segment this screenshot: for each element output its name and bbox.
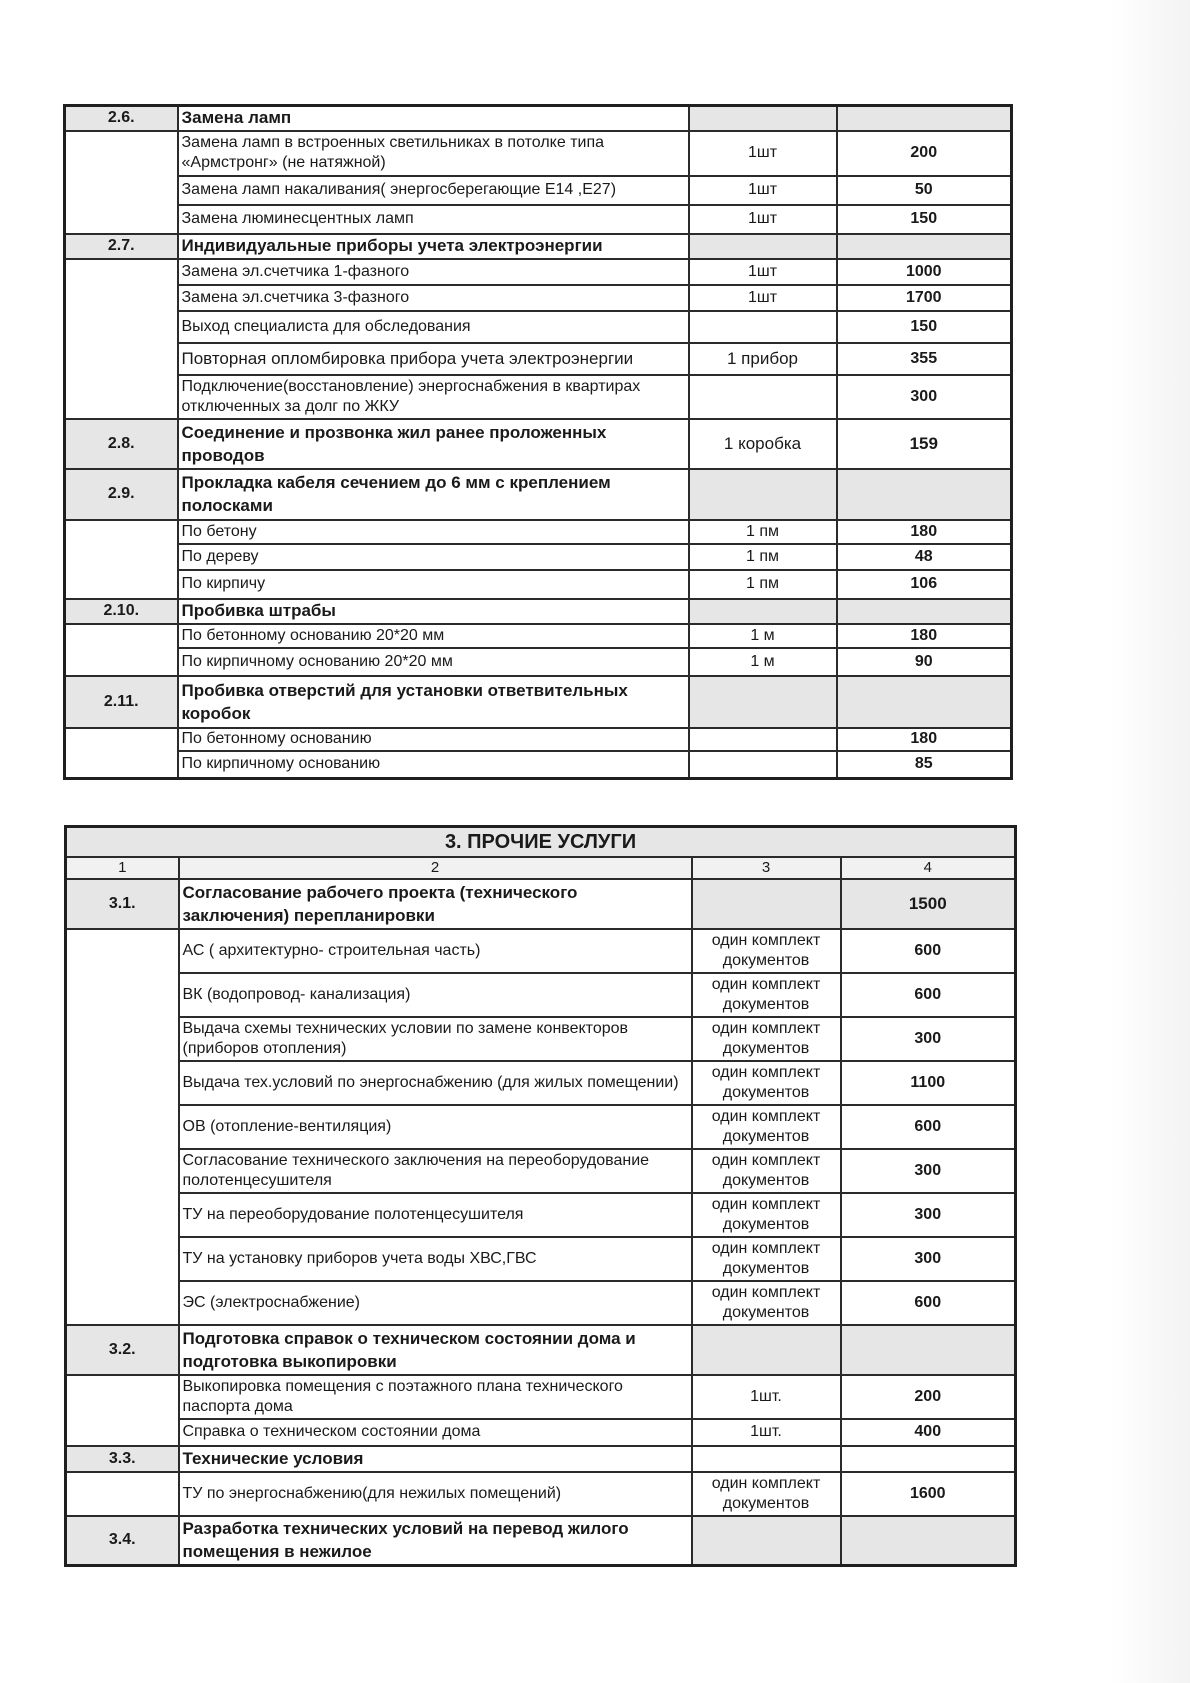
table-row <box>66 973 1016 1017</box>
table-row <box>65 624 1012 648</box>
item-price: 1000 <box>837 259 1012 285</box>
column-number: 4 <box>841 857 1016 879</box>
group-row <box>65 234 1012 259</box>
empty-cell <box>689 676 837 728</box>
item-unit: 1шт <box>689 285 837 311</box>
item-unit <box>689 751 837 779</box>
table-row <box>66 1061 1016 1105</box>
item-unit: 1шт. <box>692 1375 841 1419</box>
table-row <box>65 343 1012 375</box>
item-name: ТУ на переоборудование полотенцесушителя <box>179 1193 692 1237</box>
item-name: Замена эл.счетчика 3-фазного <box>178 285 689 311</box>
item-unit: один комплект документов <box>692 1281 841 1325</box>
empty-cell <box>841 1516 1016 1566</box>
item-unit: 1 пм <box>689 570 837 599</box>
item-price: 300 <box>841 1193 1016 1237</box>
group-number: 2.6. <box>65 106 178 131</box>
item-price: 180 <box>837 624 1012 648</box>
table-row <box>65 205 1012 234</box>
table-row <box>66 1472 1016 1516</box>
table-row <box>66 1105 1016 1149</box>
empty-cell <box>841 1325 1016 1375</box>
item-price: 600 <box>841 973 1016 1017</box>
table-row <box>65 570 1012 599</box>
item-name: Согласование технического заключения на переоборудование полотенцесушителя <box>179 1149 692 1193</box>
empty-cell <box>66 1472 179 1516</box>
item-name: По бетонному основанию 20*20 мм <box>178 624 689 648</box>
table-row <box>65 285 1012 311</box>
item-name: Выдача схемы технических условии по замене конвекторов (приборов отопления) <box>179 1017 692 1061</box>
item-unit: один комплект документов <box>692 973 841 1017</box>
table-row <box>65 176 1012 205</box>
group-number: 3.2. <box>66 1325 179 1375</box>
group-number: 2.10. <box>65 599 178 624</box>
item-unit <box>689 728 837 751</box>
table-row <box>66 1149 1016 1193</box>
table-row <box>66 1419 1016 1446</box>
column-numbers-row <box>66 857 1016 879</box>
item-price: 90 <box>837 648 1012 676</box>
item-name: Выкопировка помещения с поэтажного плана технического паспорта дома <box>179 1375 692 1419</box>
table-row <box>65 375 1012 419</box>
item-price: 180 <box>837 728 1012 751</box>
group-row <box>66 1516 1016 1566</box>
item-price: 200 <box>841 1375 1016 1419</box>
scan-edge-shadow <box>1110 0 1190 1683</box>
group-price: 159 <box>837 419 1012 469</box>
group-row <box>65 106 1012 131</box>
item-unit: 1шт <box>689 176 837 205</box>
group-row <box>66 1325 1016 1375</box>
item-name: ВК (водопровод- канализация) <box>179 973 692 1017</box>
group-title: Соединение и прозвонка жил ранее проложенных проводов <box>178 419 689 469</box>
table-row <box>66 929 1016 973</box>
item-name: Повторная опломбировка прибора учета электроэнергии <box>178 343 689 375</box>
item-price: 300 <box>837 375 1012 419</box>
item-price: 600 <box>841 1281 1016 1325</box>
item-name: ТУ на установку приборов учета воды ХВС,ГВС <box>179 1237 692 1281</box>
item-name: По кирпичному основанию 20*20 мм <box>178 648 689 676</box>
table-row <box>65 259 1012 285</box>
empty-cell <box>837 469 1012 520</box>
item-unit: 1 пм <box>689 544 837 570</box>
item-name: По дереву <box>178 544 689 570</box>
item-unit: 1 м <box>689 624 837 648</box>
group-title: Технические условия <box>179 1446 692 1472</box>
empty-cell <box>837 234 1012 259</box>
group-row <box>65 419 1012 469</box>
item-name: По кирпичному основанию <box>178 751 689 779</box>
item-price: 106 <box>837 570 1012 599</box>
group-number: 3.4. <box>66 1516 179 1566</box>
group-number: 2.9. <box>65 469 178 520</box>
item-unit: 1шт <box>689 205 837 234</box>
item-unit: один комплект документов <box>692 1061 841 1105</box>
section-title-row <box>66 827 1016 857</box>
item-unit <box>689 311 837 343</box>
group-title: Подготовка справок о техническом состоянии дома и подготовка выкопировки <box>179 1325 692 1375</box>
table-row <box>65 728 1012 751</box>
group-number: 2.11. <box>65 676 178 728</box>
item-name: Выход специалиста для обследования <box>178 311 689 343</box>
item-unit: один комплект документов <box>692 1105 841 1149</box>
item-name: Справка о техническом состоянии дома <box>179 1419 692 1446</box>
item-price: 600 <box>841 1105 1016 1149</box>
item-price: 1700 <box>837 285 1012 311</box>
table-row <box>66 1281 1016 1325</box>
item-price: 50 <box>837 176 1012 205</box>
item-price: 300 <box>841 1149 1016 1193</box>
price-table-section-2 <box>63 104 1013 780</box>
empty-cell <box>65 520 178 599</box>
item-price: 600 <box>841 929 1016 973</box>
item-price: 355 <box>837 343 1012 375</box>
item-price: 150 <box>837 205 1012 234</box>
empty-cell <box>689 234 837 259</box>
empty-cell <box>689 106 837 131</box>
group-row <box>65 676 1012 728</box>
empty-cell <box>841 1446 1016 1472</box>
table-row <box>65 544 1012 570</box>
item-name: Замена люминесцентных ламп <box>178 205 689 234</box>
item-name: АС ( архитектурно- строительная часть) <box>179 929 692 973</box>
section-title: 3. ПРОЧИЕ УСЛУГИ <box>66 827 1016 857</box>
group-title: Пробивка отверстий для установки ответвительных коробок <box>178 676 689 728</box>
group-title: Пробивка штрабы <box>178 599 689 624</box>
group-title: Замена ламп <box>178 106 689 131</box>
group-title: Прокладка кабеля сечением до 6 мм с креплением полосками <box>178 469 689 520</box>
item-name: Замена эл.счетчика 1-фазного <box>178 259 689 285</box>
item-unit: один комплект документов <box>692 1017 841 1061</box>
group-title: Согласование рабочего проекта (технического заключения) перепланировки <box>179 879 692 929</box>
group-title: Разработка технических условий на перевод жилого помещения в нежилое <box>179 1516 692 1566</box>
item-price: 85 <box>837 751 1012 779</box>
table-row <box>65 648 1012 676</box>
group-row <box>65 599 1012 624</box>
item-name: ЭС (электроснабжение) <box>179 1281 692 1325</box>
empty-cell <box>837 599 1012 624</box>
item-price: 48 <box>837 544 1012 570</box>
empty-cell <box>66 1375 179 1446</box>
group-number: 2.7. <box>65 234 178 259</box>
table-row <box>65 520 1012 544</box>
table-row <box>66 1193 1016 1237</box>
table-row <box>65 131 1012 176</box>
empty-cell <box>66 929 179 1325</box>
empty-cell <box>692 1325 841 1375</box>
item-unit <box>689 375 837 419</box>
item-name: По кирпичу <box>178 570 689 599</box>
empty-cell <box>692 1446 841 1472</box>
empty-cell <box>837 676 1012 728</box>
group-number: 2.8. <box>65 419 178 469</box>
group-number: 3.3. <box>66 1446 179 1472</box>
item-name: ТУ по энергоснабжению(для нежилых помещений) <box>179 1472 692 1516</box>
item-price: 1100 <box>841 1061 1016 1105</box>
group-row <box>66 879 1016 929</box>
item-price: 300 <box>841 1237 1016 1281</box>
item-name: По бетонному основанию <box>178 728 689 751</box>
group-number: 3.1. <box>66 879 179 929</box>
column-number: 3 <box>692 857 841 879</box>
empty-cell <box>689 469 837 520</box>
item-unit: один комплект документов <box>692 1193 841 1237</box>
item-price: 200 <box>837 131 1012 176</box>
empty-cell <box>692 1516 841 1566</box>
item-name: Замена ламп накаливания( энергосберегающие Е14 ,Е27) <box>178 176 689 205</box>
empty-cell <box>65 131 178 234</box>
item-unit: 1 пм <box>689 520 837 544</box>
item-unit: один комплект документов <box>692 1472 841 1516</box>
item-price: 150 <box>837 311 1012 343</box>
item-price: 300 <box>841 1017 1016 1061</box>
item-unit: один комплект документов <box>692 1237 841 1281</box>
item-name: По бетону <box>178 520 689 544</box>
item-name: Замена ламп в встроенных светильниках в потолке типа «Армстронг» (не натяжной) <box>178 131 689 176</box>
item-unit: один комплект документов <box>692 929 841 973</box>
group-row <box>66 1446 1016 1472</box>
empty-cell <box>65 624 178 676</box>
item-name: Выдача тех.условий по энергоснабжению (для жилых помещении) <box>179 1061 692 1105</box>
empty-cell <box>65 728 178 779</box>
group-title: Индивидуальные приборы учета электроэнергии <box>178 234 689 259</box>
empty-cell <box>689 599 837 624</box>
group-price: 1500 <box>841 879 1016 929</box>
item-name: Подключение(восстановление) энергоснабжения в квартирах отключенных за долг по ЖКУ <box>178 375 689 419</box>
item-unit: 1шт <box>689 259 837 285</box>
item-unit: 1шт. <box>692 1419 841 1446</box>
item-unit: 1шт <box>689 131 837 176</box>
table-row <box>66 1375 1016 1419</box>
item-name: ОВ (отопление-вентиляция) <box>179 1105 692 1149</box>
table-row <box>65 751 1012 779</box>
group-row <box>65 469 1012 520</box>
empty-cell <box>837 106 1012 131</box>
table-row <box>66 1237 1016 1281</box>
table-row <box>66 1017 1016 1061</box>
empty-cell <box>65 259 178 419</box>
item-unit: 1 м <box>689 648 837 676</box>
table-row <box>65 311 1012 343</box>
group-unit: 1 коробка <box>689 419 837 469</box>
item-unit: 1 прибор <box>689 343 837 375</box>
column-number: 1 <box>66 857 179 879</box>
item-price: 400 <box>841 1419 1016 1446</box>
item-unit: один комплект документов <box>692 1149 841 1193</box>
price-table-section-3 <box>64 825 1017 1567</box>
empty-cell <box>692 879 841 929</box>
item-price: 1600 <box>841 1472 1016 1516</box>
column-number: 2 <box>179 857 692 879</box>
item-price: 180 <box>837 520 1012 544</box>
